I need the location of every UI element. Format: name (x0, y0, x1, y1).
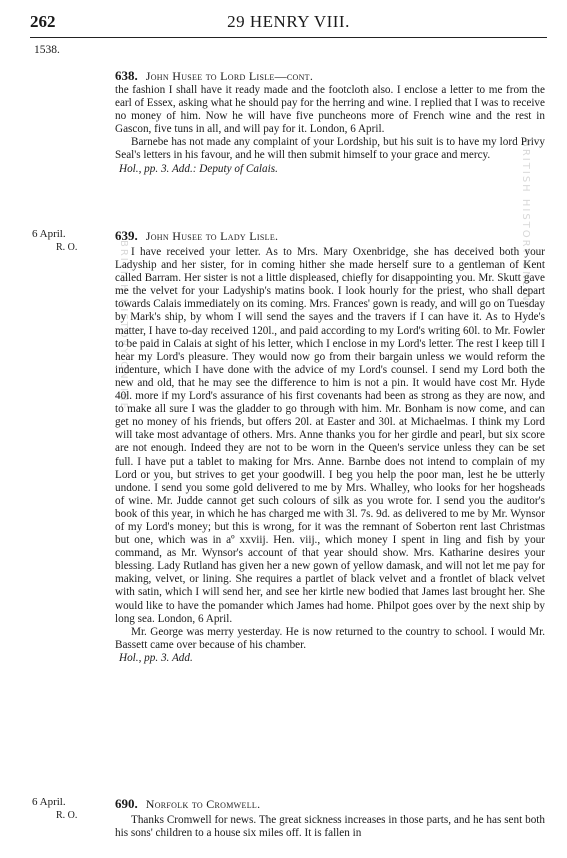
running-header (30, 12, 547, 36)
margin-year: 1538. (34, 44, 60, 56)
paragraph: Barnebe has not made any complaint of your Lordship, but his suit is to have my lord Privy Seal's letters in his favour, and he will then submit himself to your grace and mercy. (115, 136, 545, 162)
paragraph: Mr. George was merry yesterday. He is now returned to the country to school. I would Mr. Bassett came over because of his chamber. (115, 625, 545, 651)
manuscript-note: Hol., pp. 3. Add. (119, 651, 193, 664)
entry-heading (115, 68, 547, 84)
margin-date: 6 April. (32, 228, 66, 240)
margin-note (32, 796, 104, 822)
manuscript-note: Hol., pp. 3. Add.: Deputy of Calais. (119, 162, 278, 175)
paragraph: the fashion I shall have it ready made and the footcloth also. I enclose a letter to me from the earl of Essex, asking what he should pay for the herring and wine. I replied that I was to receive no money of him. Now he will have five puncheons more of French wine and the rest in Gascon, five tuns in all, and will pay for it. London, 6 April. (115, 84, 545, 136)
margin-date: 6 April. (32, 796, 66, 808)
entry-body (115, 814, 545, 840)
entry-number: 639. (115, 228, 138, 243)
entry-body (115, 246, 545, 665)
entry-heading (115, 796, 547, 812)
margin-note (32, 228, 104, 254)
running-title: 29 HENRY VIII. (227, 12, 350, 31)
entry-body (115, 84, 545, 176)
entry-number: 690. (115, 796, 138, 811)
watermark: BRITISH HISTORY ONLINE (520, 140, 531, 311)
margin-source: R. O. (56, 810, 78, 821)
paragraph: I have received your letter. As to Mrs. Mary Oxenbridge, she has deceived both your Ladyship and her sister, for in coming hither she made herself sure to a gentleman of Kent called Barram. Her sister is not a little displeased, chiefly for disappointing you. Mr. Skutt gave me the velvet for your Ladyship's matins book. I look hourly for the priest, who shall depart towards Calais immediately on its coming. Mrs. Frances' gown is ready, and will go on Tuesday by Mark's ship, by whom I will send the sayes and the travers if I can have it. As to Hyde's matter, I have to-day received 120l., and paid according to my Lord's writing 60l. to Mr. Fowler to be paid in Calais at sight of his letter, which I enclose in my Lord's letter. The rest I keep till I hear my Lord's pleasure. They would now go from their bargain unless we would reform the indenture, which I have done with the advice of my Lord's counsel. I send my Lord both the new and old, that he may see the difference to him is not a pin. It would have cost Mr. Hyde 40l. more if my Lord's assurance of his first covenants had been as strong as they are now, and to make all sure I was the gladder to go through with him. Mr. Bonham is now come, and can get no money of his friends, but offers 20l. at Easter and 30l. at Michaelmas. I think my Lord will take most advantage of others. Mrs. Anne thanks you for her girdle and pearl, but six score are not enough. Indeed they are not to be worn in the Queen's service unless they can be set full. I have put a tablet to making for Mrs. Anne. Barnbe does not intend to complain of my Lord or you, but strives to get your goodwill. I beg you help the poor man, lest he be utterly undone. I send you some gold delivered to me by Mrs. Whalley, who looks for her hogsheads of wine. Mr. Judde cannot get such colours of silk as you wrote for. I send you the auditor's book of this year, in which he has charged me with 3l. 7s. 9d. as delivered to me by Mr. Wynsor of my Lord's money; but this is wrong, for it was the remnant of Soberton rent last Christmas but one, which was in aº xxviij. Hen. viij., which money I spent in ling and fish by your command, as Mr. Wynsor's account of that year should show. Mrs. Katharine desires your blessing. Lady Rutland has given her a new gown of yellow damask, and will not let me pay for making, velvet, or lining. She requires a partlet of black velvet and a frontlet of black velvet with satin, which I will send her, and see her kirtle new bodied that James last brought her. She would like to have the pomander which James had home. Philpot goes over by the next ship by long sea. London, 6 April. (115, 246, 545, 625)
entry-title: John Husee to Lady Lisle. (145, 229, 279, 243)
entry-heading (115, 228, 547, 244)
page-number: 262 (30, 12, 56, 31)
watermark: BRITISH HISTORY ONLINE (118, 240, 129, 411)
header-rule (30, 37, 547, 38)
margin-source: R. O. (56, 242, 78, 253)
paragraph: Thanks Cromwell for news. The great sickness increases in those parts, and he has sent both his sons' children to a house six miles off. It is fallen in (115, 814, 545, 840)
entry-title: Norfolk to Cromwell. (145, 797, 261, 811)
entry-number: 638. (115, 68, 138, 83)
entry-title: John Husee to Lord Lisle—cont. (145, 69, 314, 83)
